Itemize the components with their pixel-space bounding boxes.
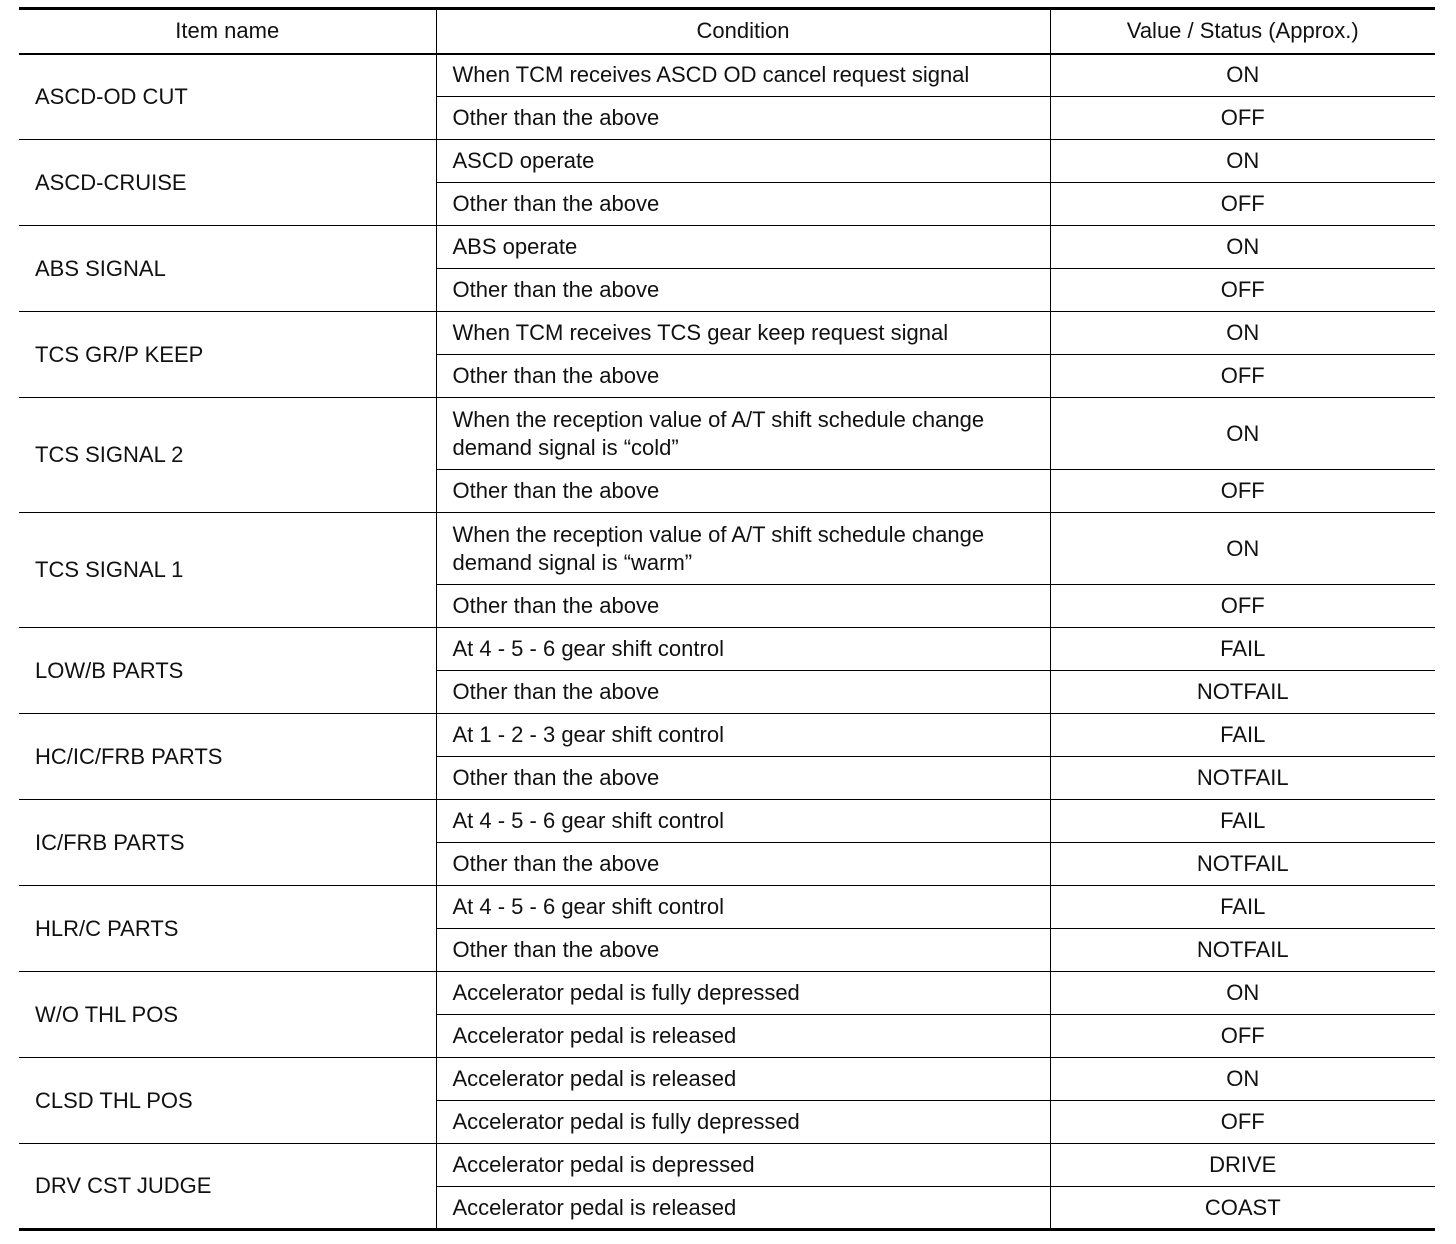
item-name-cell: ASCD-OD CUT xyxy=(19,54,436,140)
item-name-cell: IC/FRB PARTS xyxy=(19,800,436,886)
value-status-cell: OFF xyxy=(1050,269,1435,312)
value-status-cell: FAIL xyxy=(1050,714,1435,757)
header-value-status: Value / Status (Approx.) xyxy=(1050,9,1435,54)
table-header xyxy=(19,9,1435,54)
condition-cell: At 4 - 5 - 6 gear shift control xyxy=(436,628,1050,671)
item-name-cell: HC/IC/FRB PARTS xyxy=(19,714,436,800)
table-row xyxy=(19,140,1435,183)
item-name-cell: ABS SIGNAL xyxy=(19,226,436,312)
condition-cell: Other than the above xyxy=(436,671,1050,714)
value-status-cell: NOTFAIL xyxy=(1050,843,1435,886)
value-status-cell: OFF xyxy=(1050,183,1435,226)
value-status-cell: OFF xyxy=(1050,1101,1435,1144)
value-status-cell: NOTFAIL xyxy=(1050,929,1435,972)
table-row xyxy=(19,800,1435,843)
item-name-cell: ASCD-CRUISE xyxy=(19,140,436,226)
condition-cell: Accelerator pedal is fully depressed xyxy=(436,1101,1050,1144)
condition-cell: Other than the above xyxy=(436,585,1050,628)
table-row xyxy=(19,1144,1435,1187)
value-status-cell: OFF xyxy=(1050,355,1435,398)
value-status-cell: OFF xyxy=(1050,1015,1435,1058)
value-status-cell: ON xyxy=(1050,1058,1435,1101)
condition-cell: When TCM receives ASCD OD cancel request signal xyxy=(436,54,1050,97)
condition-cell: Accelerator pedal is fully depressed xyxy=(436,972,1050,1015)
value-status-cell: ON xyxy=(1050,54,1435,97)
item-name-cell: TCS SIGNAL 1 xyxy=(19,513,436,628)
header-condition: Condition xyxy=(436,9,1050,54)
value-status-cell: OFF xyxy=(1050,97,1435,140)
table-row xyxy=(19,972,1435,1015)
header-item-name: Item name xyxy=(19,9,436,54)
item-name-cell: CLSD THL POS xyxy=(19,1058,436,1144)
item-name-cell: TCS SIGNAL 2 xyxy=(19,398,436,513)
condition-cell: At 4 - 5 - 6 gear shift control xyxy=(436,800,1050,843)
item-name-cell: LOW/B PARTS xyxy=(19,628,436,714)
value-status-cell: ON xyxy=(1050,140,1435,183)
value-status-cell: ON xyxy=(1050,398,1435,470)
condition-cell: When the reception value of A/T shift schedule change demand signal is “cold” xyxy=(436,398,1050,470)
condition-cell: Accelerator pedal is released xyxy=(436,1058,1050,1101)
header-row xyxy=(19,9,1435,54)
table-body xyxy=(19,54,1435,1230)
condition-cell: Other than the above xyxy=(436,470,1050,513)
condition-cell: Other than the above xyxy=(436,183,1050,226)
item-name-cell: DRV CST JUDGE xyxy=(19,1144,436,1230)
condition-cell: When TCM receives TCS gear keep request signal xyxy=(436,312,1050,355)
value-status-cell: ON xyxy=(1050,312,1435,355)
table-row xyxy=(19,398,1435,470)
value-status-cell: FAIL xyxy=(1050,886,1435,929)
value-status-cell: FAIL xyxy=(1050,628,1435,671)
value-status-cell: NOTFAIL xyxy=(1050,757,1435,800)
table-row xyxy=(19,628,1435,671)
table-row xyxy=(19,312,1435,355)
value-status-cell: ON xyxy=(1050,972,1435,1015)
value-status-cell: DRIVE xyxy=(1050,1144,1435,1187)
condition-cell: Accelerator pedal is released xyxy=(436,1187,1050,1230)
condition-cell: Other than the above xyxy=(436,929,1050,972)
condition-cell: ASCD operate xyxy=(436,140,1050,183)
table-row xyxy=(19,54,1435,97)
condition-cell: Other than the above xyxy=(436,355,1050,398)
value-status-cell: OFF xyxy=(1050,470,1435,513)
condition-cell: At 4 - 5 - 6 gear shift control xyxy=(436,886,1050,929)
condition-cell: Other than the above xyxy=(436,269,1050,312)
item-name-cell: TCS GR/P KEEP xyxy=(19,312,436,398)
value-status-cell: NOTFAIL xyxy=(1050,671,1435,714)
table-row xyxy=(19,886,1435,929)
table-row xyxy=(19,1058,1435,1101)
condition-cell: Accelerator pedal is depressed xyxy=(436,1144,1050,1187)
condition-cell: Other than the above xyxy=(436,843,1050,886)
condition-cell: When the reception value of A/T shift schedule change demand signal is “warm” xyxy=(436,513,1050,585)
value-status-cell: ON xyxy=(1050,226,1435,269)
table-row xyxy=(19,513,1435,585)
condition-cell: Accelerator pedal is released xyxy=(436,1015,1050,1058)
item-name-cell: HLR/C PARTS xyxy=(19,886,436,972)
condition-cell: At 1 - 2 - 3 gear shift control xyxy=(436,714,1050,757)
value-status-cell: OFF xyxy=(1050,585,1435,628)
data-table xyxy=(19,7,1435,1231)
condition-cell: Other than the above xyxy=(436,97,1050,140)
item-name-cell: W/O THL POS xyxy=(19,972,436,1058)
condition-cell: ABS operate xyxy=(436,226,1050,269)
value-status-cell: COAST xyxy=(1050,1187,1435,1230)
condition-cell: Other than the above xyxy=(436,757,1050,800)
value-status-cell: ON xyxy=(1050,513,1435,585)
table-row xyxy=(19,226,1435,269)
value-status-cell: FAIL xyxy=(1050,800,1435,843)
table-row xyxy=(19,714,1435,757)
